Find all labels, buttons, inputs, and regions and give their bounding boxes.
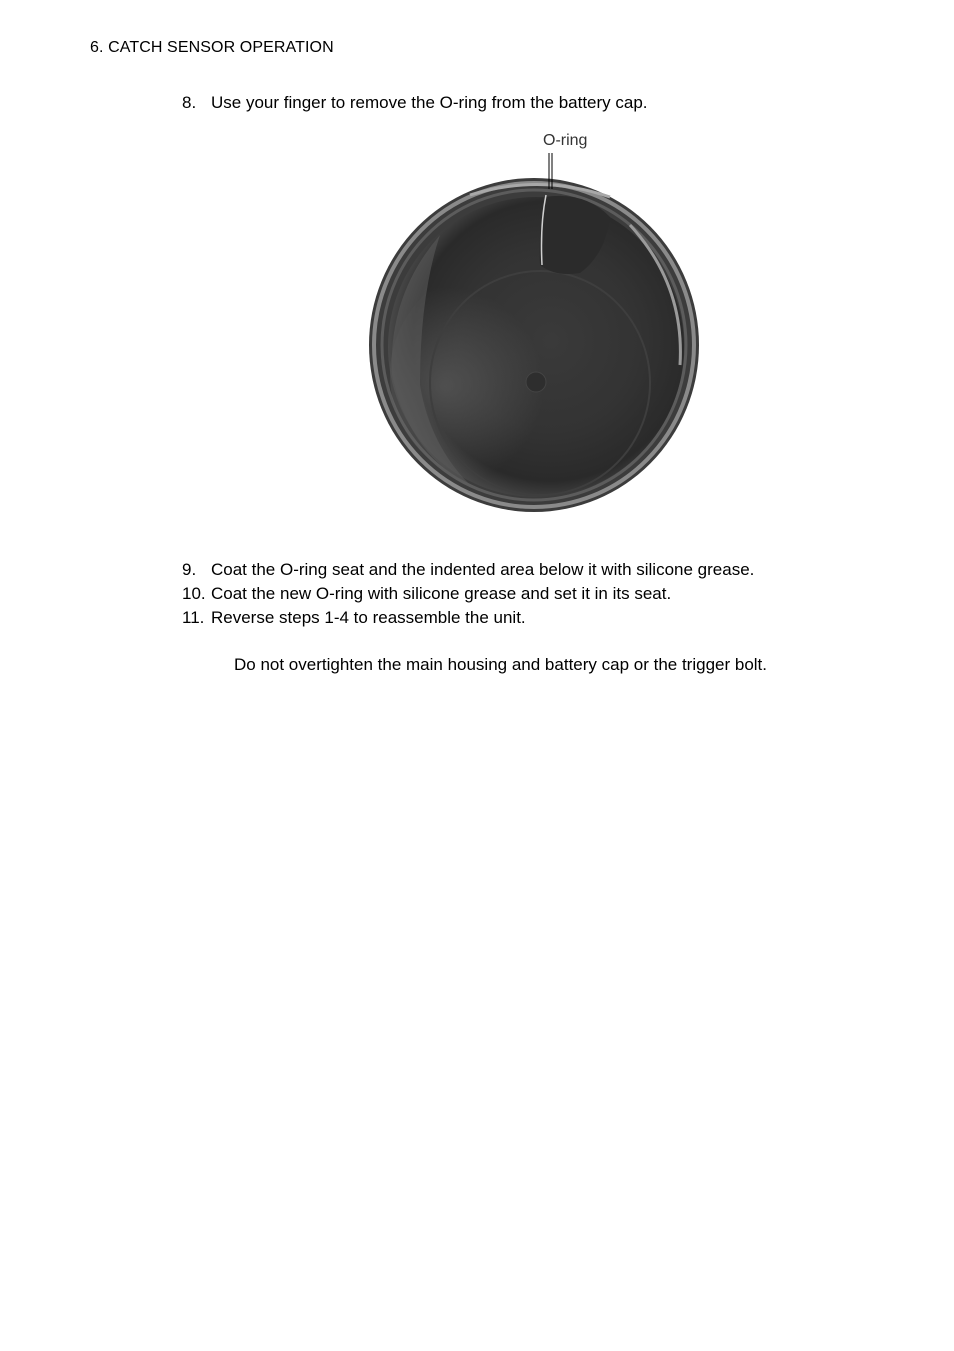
battery-cap-figure (340, 125, 720, 525)
battery-cap-photo (340, 125, 720, 525)
step-number: 10. (182, 584, 206, 603)
section-header: 6. CATCH SENSOR OPERATION (90, 39, 334, 56)
step-text: Coat the O-ring seat and the indented area below it with silicone grease. (211, 560, 755, 579)
step-text: Coat the new O-ring with silicone grease and set it in its seat. (211, 584, 672, 603)
step-8 (182, 93, 648, 113)
caution-note: Do not overtighten the main housing and battery cap or the trigger bolt. (234, 655, 767, 674)
step-9 (182, 560, 754, 580)
step-10 (182, 584, 671, 604)
step-text: Use your finger to remove the O-ring from the battery cap. (211, 93, 648, 112)
step-number: 8. (182, 93, 197, 112)
step-number: 11. (182, 608, 205, 627)
step-text: Reverse steps 1-4 to reassemble the unit. (211, 608, 526, 627)
step-number: 9. (182, 560, 197, 579)
step-11 (182, 608, 526, 628)
o-ring-label: O-ring (543, 132, 588, 149)
